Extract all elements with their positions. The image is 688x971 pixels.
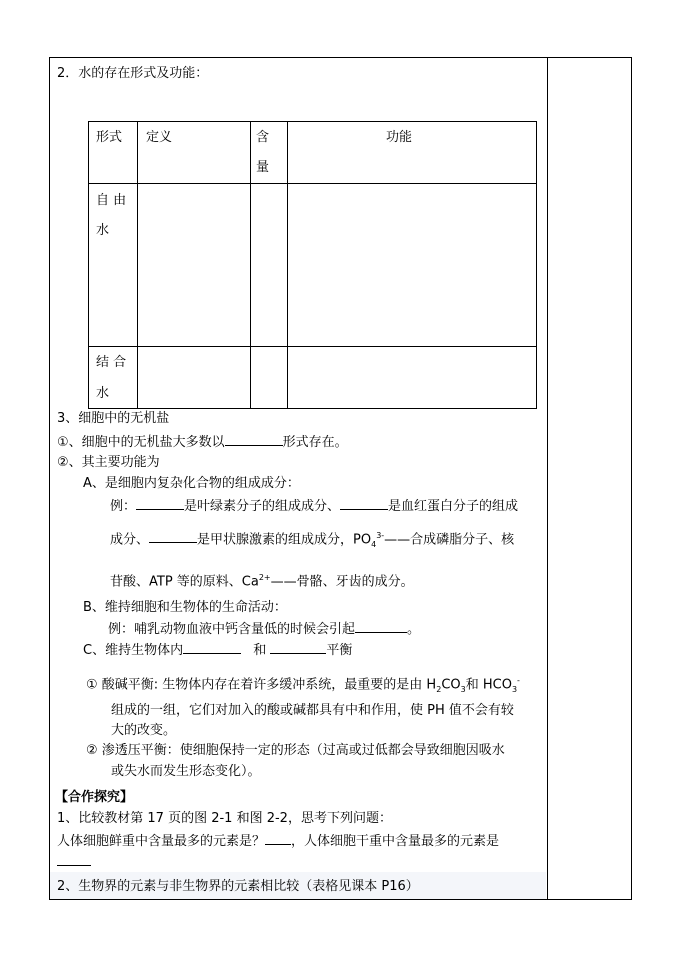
blank-line: [183, 641, 241, 654]
row-free-water-1: 自 由: [96, 193, 127, 208]
row-free-water-2: 水: [96, 223, 110, 238]
blank-line: [265, 832, 291, 845]
header-content-2: 量: [256, 160, 270, 175]
function-b-title: B、维持细胞和生物体的生命活动：: [83, 600, 287, 615]
function-c-title: C、维持生物体内 和 平衡: [83, 643, 353, 658]
table-divider: [250, 122, 251, 408]
row-bound-water-2: 水: [96, 386, 110, 401]
row-bound-water-1: 结 合: [96, 355, 127, 370]
coop-question-1: 1、比较教材第 17 页的图 2-1 和图 2-2，思考下列问题：: [57, 811, 392, 826]
coop-question-2: 2、生物界的元素与非生物界的元素相比较（表格见课本 P16）: [57, 879, 419, 894]
function-a-line-1: 例： 是叶绿素分子的组成成分、 是血红蛋白分子的组成: [110, 499, 519, 514]
table-divider: [137, 122, 138, 408]
blank-line: [149, 530, 197, 543]
osmotic-line-2: 或失水而发生形态变化）。: [111, 764, 261, 779]
blank-line: [355, 620, 407, 633]
salt-item-2: ②、其主要功能为: [57, 455, 160, 470]
section-3-title: 3、细胞中的无机盐: [57, 411, 170, 426]
table-divider: [89, 346, 536, 347]
blank-line: [340, 497, 388, 510]
blank-line: [136, 497, 184, 510]
header-function: 功能: [386, 130, 413, 145]
function-b-line: 例：哺乳动物血液中钙含量低的时候会引起 。: [108, 622, 421, 637]
column-divider: [547, 57, 548, 900]
acid-base-line-2: 组成的一组，它们对加入的酸或碱都具有中和作用，使 PH 值不会有较: [111, 703, 514, 718]
blank-line: [57, 853, 91, 866]
acid-base-line-3: 大的改变。: [111, 723, 177, 738]
table-divider: [287, 122, 288, 408]
header-content-1: 含: [256, 130, 270, 145]
header-definition: 定义: [146, 130, 173, 145]
function-a-line-2: 成分、 是甲状腺激素的组成成分，$PO_4^{3-}——$合成磷脂分子、核: [110, 531, 515, 549]
coop-question-1-line-2: 人体细胞鲜重中含量最多的元素是？ ，人体细胞干重中含量最多的元素是: [57, 834, 500, 849]
function-a-line-3: 苷酸、ATP 等的原料、$Ca^{2+}——$骨骼、牙齿的成分。: [110, 573, 414, 590]
acid-base-line-1: ① 酸碱平衡: 生物体内存在着许多缓冲系统，最重要的是由 $H_2CO_3$和 $HCO_3^-$: [86, 676, 520, 694]
blank-line: [270, 641, 326, 654]
water-form-table: [88, 121, 537, 409]
section-2-title: 2．水的存在形式及功能：: [57, 66, 209, 81]
blank-line: [225, 433, 283, 446]
salt-item-1: ①、细胞中的无机盐大多数以 形式存在。: [57, 435, 348, 450]
osmotic-line-1: ② 渗透压平衡：使细胞保持一定的形态（过高或过低都会导致细胞因吸水: [86, 743, 505, 758]
header-form: 形式: [96, 130, 123, 145]
coop-title: 【合作探究】: [55, 790, 134, 805]
function-a-title: A、是细胞内复杂化合物的组成成分：: [83, 476, 300, 491]
table-divider: [89, 183, 536, 184]
